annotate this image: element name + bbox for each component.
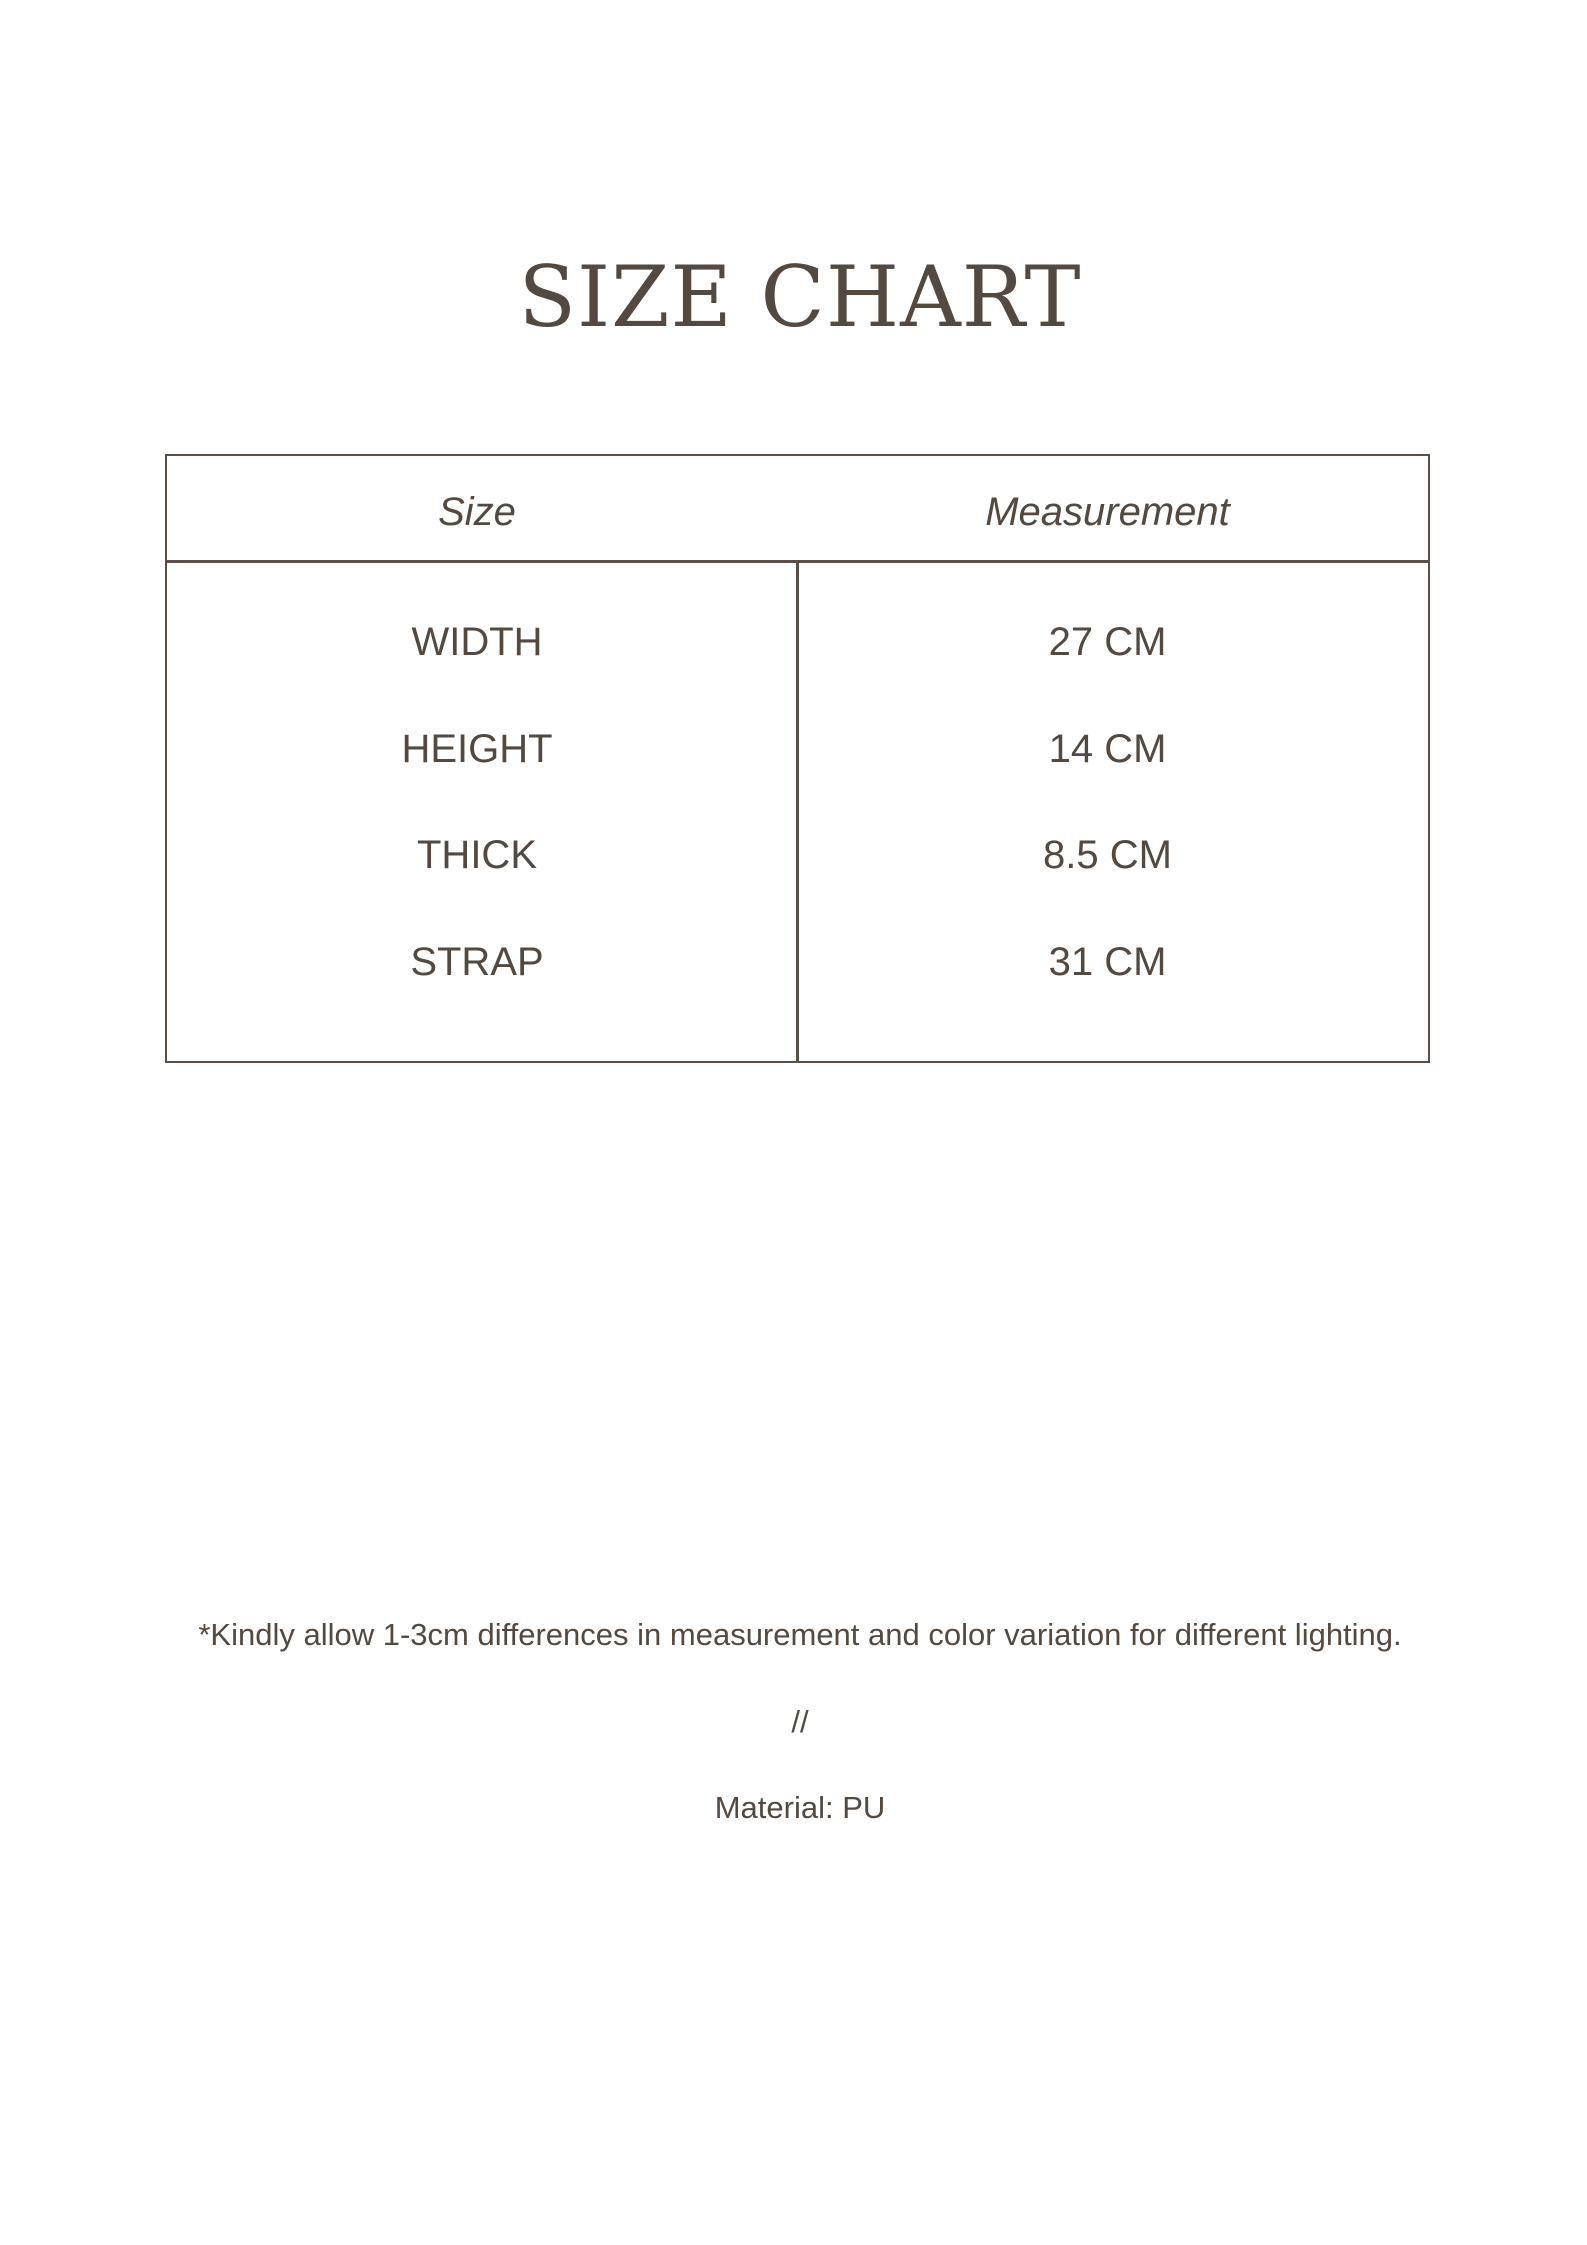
row-width-label: WIDTH: [411, 620, 543, 664]
separator: //: [791, 1704, 809, 1739]
header-measurement: Measurement: [985, 490, 1230, 534]
row-thick-value: 8.5 CM: [1043, 833, 1172, 877]
row-thick-label: THICK: [417, 833, 537, 877]
row-width-value: 27 CM: [1048, 620, 1167, 664]
table-header-row: [167, 456, 1428, 563]
row-height-value: 14 CM: [1048, 727, 1167, 771]
header-size: Size: [438, 490, 516, 534]
row-strap-value: 31 CM: [1048, 940, 1167, 984]
size-table: [165, 454, 1430, 1063]
material-note: Material: PU: [714, 1790, 886, 1825]
page-title: SIZE CHART: [518, 248, 1082, 346]
disclaimer-note: *Kindly allow 1-3cm differences in measurement and color variation for different lighting.: [198, 1617, 1402, 1652]
row-strap-label: STRAP: [410, 940, 544, 984]
row-height-label: HEIGHT: [401, 727, 553, 771]
